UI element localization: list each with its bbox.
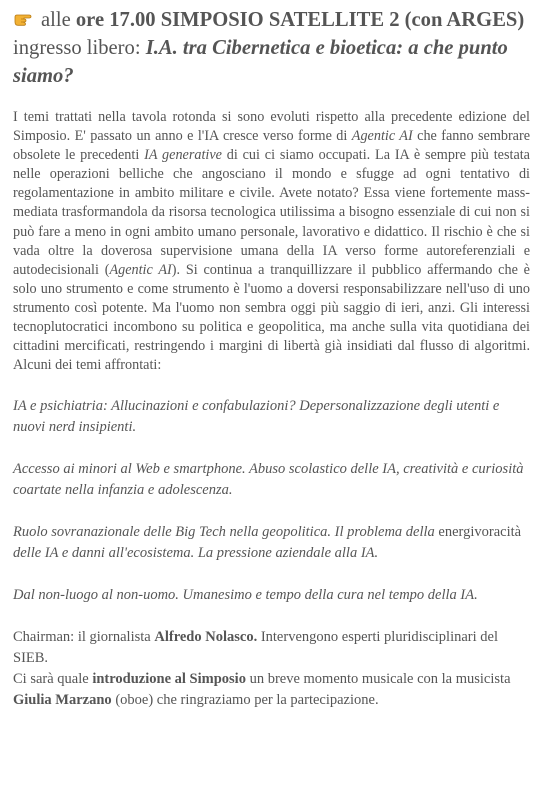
agentic-ai-term-1: Agentic AI	[351, 128, 413, 145]
chairman-name: Alfredo Nolasco.	[154, 629, 258, 646]
ia-generative-term: IA generative	[144, 147, 222, 164]
event-headline	[13, 6, 530, 90]
music-intro-text: Ci sarà quale	[13, 671, 93, 688]
topic-2-text: Accesso ai minori al Web e smartphone. Abuso scolastico delle IA, creatività e curiosità coartate nella infanzia e adolescenza.	[13, 461, 524, 499]
topic-3-text-b: energivoracità	[438, 524, 522, 541]
chairman-label: Chairman: il giornalista	[13, 629, 155, 646]
topic-4-text: Dal non-luogo al non-uomo. Umanesimo e tempo della cura nel tempo della IA.	[13, 587, 478, 604]
closing-paragraph	[13, 627, 530, 711]
intro-text-1: I temi trattati nella tavola rotonda si sono evoluti rispetto alla precedente edizione del Simposio. E' passato un anno e l'IA cresce verso forme di	[13, 109, 530, 145]
intro-paragraph	[13, 108, 530, 375]
symposium-title: I.A. tra Cibernetica e bioetica: a che punto siamo?	[13, 37, 508, 87]
musician-name: Giulia Marzano	[13, 692, 112, 709]
topic-3-text-a: Ruolo sovranazionale delle Big Tech nella geopolitica. Il problema della	[13, 524, 439, 541]
topic-4	[13, 585, 530, 606]
headline-pre-text: alle	[41, 9, 76, 31]
topic-2	[13, 459, 530, 501]
music-text: un breve momento musicale con la musicista	[245, 671, 511, 688]
intro-text-2: che fanno sembrare obsolete le precedenti	[13, 128, 530, 164]
topic-1	[13, 396, 530, 438]
pointing-hand-icon	[13, 8, 37, 26]
access-info: ingresso libero:	[13, 37, 146, 59]
agentic-ai-term-2: Agentic AI	[109, 261, 172, 278]
experts-text: Intervengono esperti pluridisciplinari del SIEB.	[13, 629, 498, 667]
intro-text-4: ). Si continua a tranquillizzare il pubblico affermando che è solo uno strumento e come strumento è l'uomo a doversi responsabilizzare nell'uso di uno strumento così potente. Ma l'uomo non sembra oggi più saggio di ieri, anzi. Gli interessi tecnoplutocratici incombono su politica e geopolitica, ma anche sulla vita quotidiana dei cittadini mercificati, restringendo i margini di libertà già insidiati dal flusso di algoritmi. Alcuni dei temi affrontati:	[13, 261, 530, 374]
topic-3	[13, 522, 530, 564]
topic-3-text-c: delle IA e danni all'ecosistema. La pressione aziendale alla IA.	[13, 545, 379, 562]
thanks-text: (oboe) che ringraziamo per la partecipazione.	[111, 692, 379, 709]
intro-text-3: di cui ci siamo occupati. La IA è sempre più testata nelle operazioni belliche che angosciano il mondo e sfugge ad ogni tentativo di regolamentazione in ambito militare e civile. Avete notato? Essa viene fortemente mass-mediata trasformandola da risorsa tecnologica utilissima a bisogno essenziale di cui non si può fare a meno in ogni ambito umano personale, lavorativo e didattico. Il rischio è che si vada oltre la doverosa supervisione umana della IA verso forme autoreferenziali e autodecisionali (	[13, 147, 530, 278]
event-time-and-name: ore 17.00 SIMPOSIO SATELLITE 2 (con ARGES)	[75, 9, 525, 31]
symposium-introduction: introduzione al Simposio	[92, 671, 246, 688]
document	[13, 6, 530, 711]
topic-1-text: IA e psichiatria: Allucinazioni e confabulazioni? Depersonalizzazione degli utenti e nuovi nerd insipienti.	[13, 398, 500, 436]
